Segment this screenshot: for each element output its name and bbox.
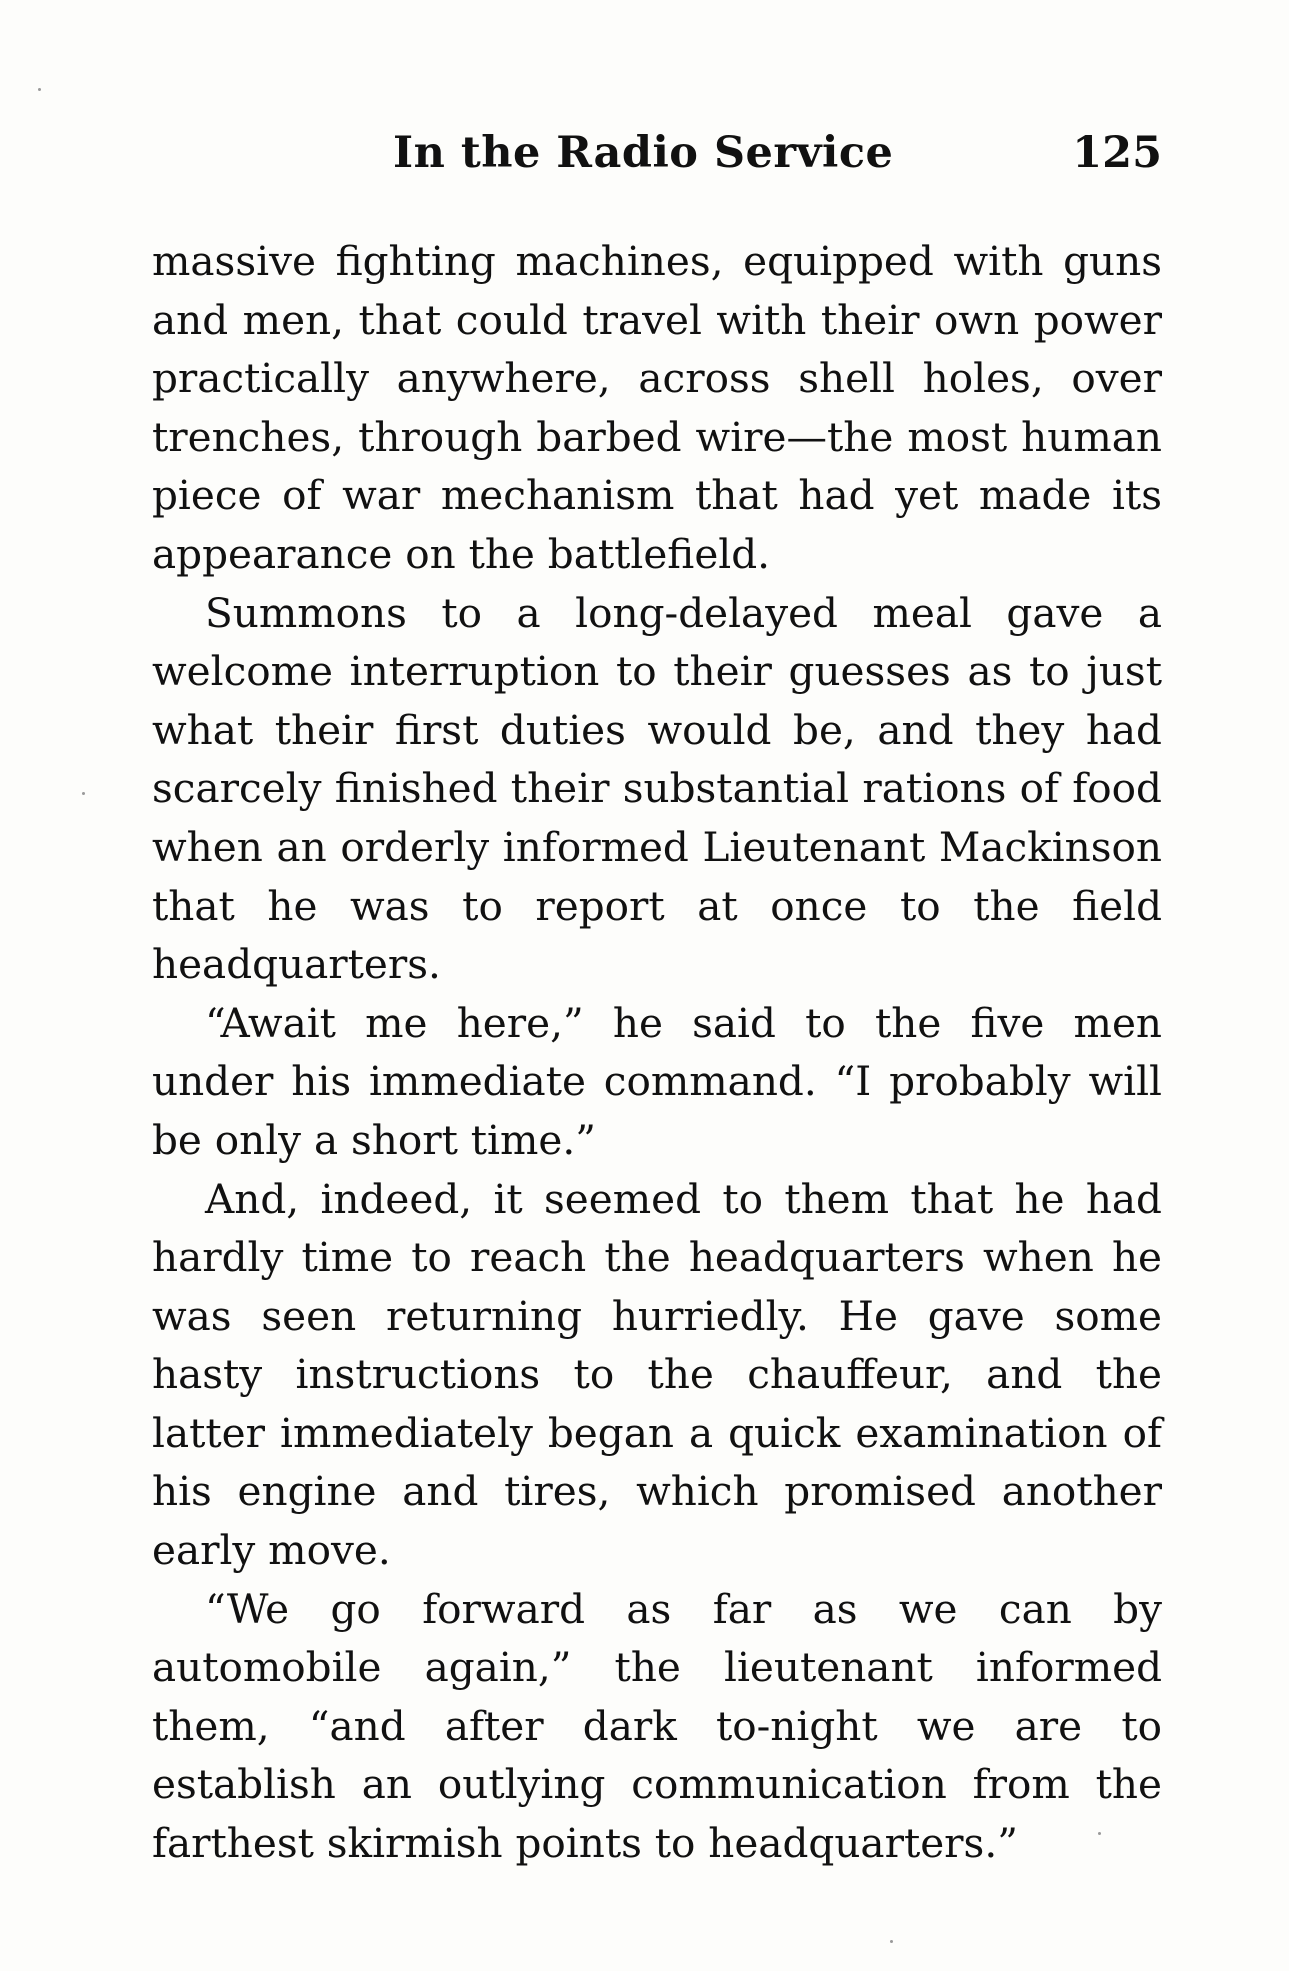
paragraph-4: And, indeed, it seemed to them that he had hardly time to reach the headquarters when he was seen returning hurriedly. He gave some hasty instructions to the chauffeur, and the latter immediately began a quick examination of his engine and tires, which promised another early move. (152, 1174, 1162, 1575)
paragraph-3: “Await me here,” he said to the five men under his immediate command. “I probably will be only a short time.” (152, 998, 1162, 1164)
print-speck (82, 792, 85, 795)
page-number: 125 (1072, 128, 1162, 178)
running-head (150, 128, 1162, 198)
print-speck (1098, 1832, 1101, 1835)
print-speck (38, 88, 41, 91)
paragraph-5: “We go forward as far as we can by automobile again,” the lieutenant informed them, “and after dark to-night we are to establish an outlying communication from the farthest skirmish points to headquarters.” (152, 1584, 1162, 1868)
running-title: In the Radio Service (393, 128, 894, 178)
paragraph-1: massive fighting machines, equipped with guns and men, that could travel with their own power practically anywhere, across shell holes, over trenches, through barbed wire—the most human piece of war mechanism that had yet made its appearance on the battlefield. (152, 237, 1162, 578)
print-speck (890, 1940, 893, 1943)
paragraph-2: Summons to a long-delayed meal gave a welcome interruption to their guesses as to just what their first duties would be, and they had scarcely finished their substantial rations of food when an orderly informed Lieutenant Mackinson that he was to report at once to the field headquarters. (152, 588, 1162, 989)
body-text (152, 232, 1162, 1873)
